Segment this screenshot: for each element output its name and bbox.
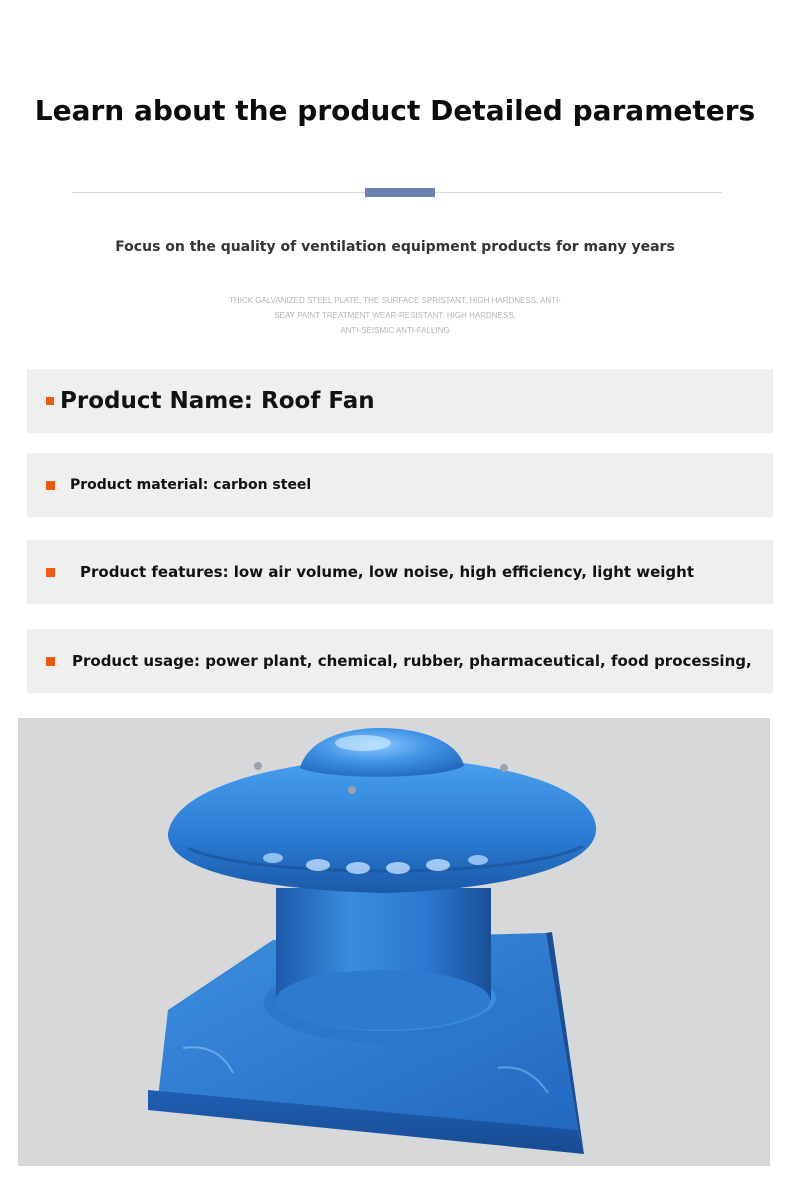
product-features: Product features: low air volume, low noise, high efficiency, light weight: [80, 563, 695, 581]
page-subtitle: Focus on the quality of ventilation equipment products for many years: [115, 239, 675, 255]
spec-row-material: [27, 453, 773, 517]
description-line: THICK GALVANIZED STEEL PLATE, THE SURFACE SPRISTANT, HIGH HARDNESS, ANTI-: [229, 296, 561, 305]
spec-row-usage: [27, 629, 773, 693]
bullet-square-icon: [46, 568, 55, 577]
product-material: Product material: carbon steel: [70, 477, 312, 493]
bullet-square-icon: [46, 481, 55, 490]
feature-description: [200, 293, 590, 338]
product-photo: [18, 718, 770, 1166]
fan-hood: [168, 758, 596, 893]
fan-dome: [300, 728, 464, 777]
spec-row-features: [27, 540, 773, 604]
title-divider-accent: [365, 188, 435, 197]
spec-row-name: [27, 369, 773, 433]
description-line: ANTI-SEISMIC ANTI-FALLING: [340, 326, 450, 335]
bullet-square-icon: [46, 397, 54, 405]
product-name: Product Name: Roof Fan: [60, 388, 375, 414]
page-title: Learn about the product Detailed parameters: [34, 94, 756, 127]
product-usage: Product usage: power plant, chemical, rubber, pharmaceutical, food processing,: [72, 652, 752, 670]
bullet-square-icon: [46, 657, 55, 666]
description-line: SEAY PAINT TREATMENT WEAR-RESISTANT, HIGH HARDNESS,: [274, 311, 516, 320]
roof-fan-illustration: [18, 718, 770, 1166]
